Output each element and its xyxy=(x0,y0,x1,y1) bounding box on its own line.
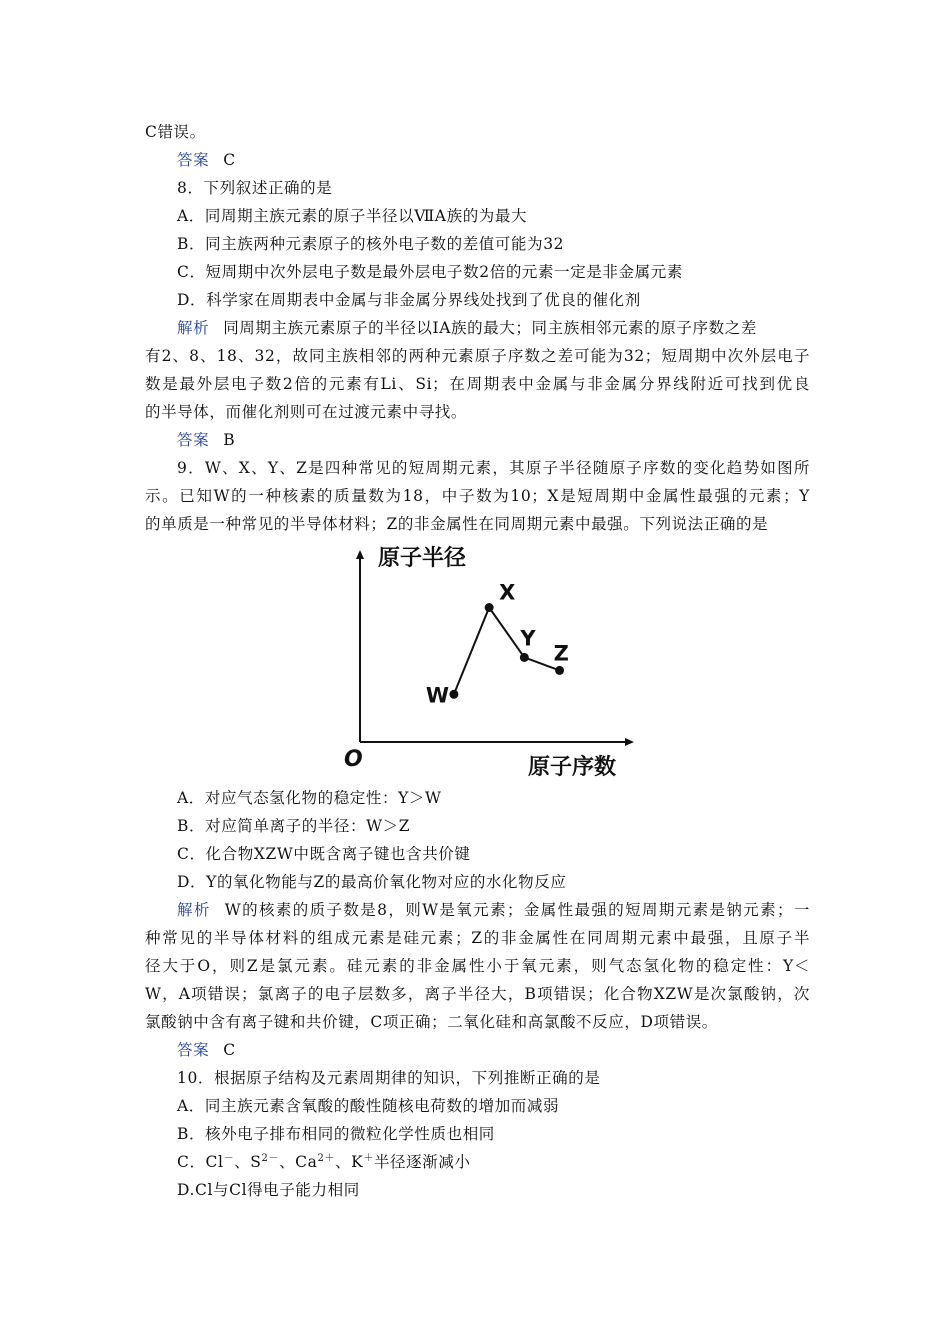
point-label-w: W xyxy=(425,683,450,708)
q10-option-b: B．核外电子排布相同的微粒化学性质也相同 xyxy=(177,1125,495,1143)
point-label-x: X xyxy=(499,580,516,605)
q8-analysis-line: 的半导体，而催化剂则可在过渡元素中寻找。 xyxy=(145,403,468,421)
answer-value: C xyxy=(223,151,236,169)
data-point-w xyxy=(449,690,458,699)
answer-line xyxy=(177,150,842,170)
point-label-z: Z xyxy=(553,641,569,666)
q8-option-c: C．短周期中次外层电子数是最外层电子数2倍的元素一定是非金属元素 xyxy=(177,263,683,281)
analysis-label: 解析 xyxy=(177,319,210,337)
answer-label: 答案 xyxy=(177,1041,210,1059)
answer-label: 答案 xyxy=(177,431,210,449)
q9-option-b: B．对应简单离子的半径：W＞Z xyxy=(177,817,411,835)
analysis-text: 同周期主族元素原子的半径以ⅠA族的最大；同主族相邻元素的原子序数之差 xyxy=(223,319,757,337)
q9-analysis-line xyxy=(177,900,810,920)
text-line: C错误。 xyxy=(145,123,206,141)
q10-option-d: D.Cl与Cl得电子能力相同 xyxy=(177,1181,360,1199)
q9-analysis-line: 径大于O，则Z是氯元素。硅元素的非金属性小于氧元素，则气态氢化物的稳定性：Y＜ xyxy=(145,957,810,975)
q8-analysis-line: 数是最外层电子数2倍的元素有Li、Si；在周期表中金属与非金属分界线附近可找到优良 xyxy=(145,375,810,393)
y-axis-label: 原子半径 xyxy=(378,546,467,571)
q9-option-a: A．对应气态氢化物的稳定性：Y＞W xyxy=(177,789,442,807)
q9-option-c: C．化合物XZW中既含离子键也含共价键 xyxy=(177,845,471,863)
q8-option-a: A．同周期主族元素的原子半径以ⅦA族的为最大 xyxy=(177,207,528,225)
question-9-stem: 的单质是一种常见的半导体材料；Z的非金属性在同周期元素中最强。下列说法正确的是 xyxy=(145,515,769,533)
q9-option-d: D．Y的氧化物能与Z的最高价氧化物对应的水化物反应 xyxy=(177,873,567,891)
question-8-stem: 8．下列叙述正确的是 xyxy=(177,179,333,197)
question-9-stem: 示。已知W的一种核素的质量数为18，中子数为10；X是短周期中金属性最强的元素；Y xyxy=(145,487,810,505)
q8-analysis-line xyxy=(177,318,810,338)
analysis-label: 解析 xyxy=(177,901,211,919)
q8-analysis-line: 有2、8、18、32，故同主族相邻的两种元素原子序数之差可能为32；短周期中次外层电子 xyxy=(145,347,810,365)
q10-option-c: C．Cl－、$S^{2-}$、$Ca^{2+}$、K＋半径逐渐减小 xyxy=(177,1153,471,1171)
answer-label: 答案 xyxy=(177,151,210,169)
q9-analysis-line: W，A项错误；氯离子的电子层数多，离子半径大，B项错误；化合物XZW是次氯酸钠，次 xyxy=(145,985,810,1003)
data-point-x xyxy=(485,603,494,612)
q9-analysis-line: 种常见的半导体材料的组成元素是硅元素；Z的非金属性在同周期元素中最强，且原子半 xyxy=(145,929,810,947)
question-10-stem: 10．根据原子结构及元素周期律的知识，下列推断正确的是 xyxy=(177,1069,601,1087)
answer-line xyxy=(177,1040,842,1060)
answer-line xyxy=(177,430,842,450)
origin-label: O xyxy=(344,747,363,772)
data-point-z xyxy=(555,666,564,675)
series-line xyxy=(454,608,560,695)
atomic-radius-chart xyxy=(330,540,650,790)
answer-value: C xyxy=(223,1041,236,1059)
q10-option-a: A．同主族元素含氧酸的酸性随核电荷数的增加而减弱 xyxy=(177,1097,560,1115)
q8-option-b: B．同主族两种元素原子的核外电子数的差值可能为32 xyxy=(177,235,565,253)
x-axis-label: 原子序数 xyxy=(528,755,617,780)
analysis-text: W的核素的质子数是8，则W是氧元素；金属性最强的短周期元素是钠元素；一 xyxy=(224,901,810,919)
points-layer xyxy=(426,581,569,708)
q9-analysis-line: 氯酸钠中含有离子键和共价键，C项正确；二氧化硅和高氯酸不反应，D项错误。 xyxy=(145,1013,718,1031)
data-point-y xyxy=(520,653,529,662)
question-9-stem: 9．W、X、Y、Z是四种常见的短周期元素，其原子半径随原子序数的变化趋势如图所 xyxy=(177,459,810,477)
answer-value: B xyxy=(223,431,236,449)
q8-option-d: D．科学家在周期表中金属与非金属分界线处找到了优良的催化剂 xyxy=(177,291,641,309)
point-label-y: Y xyxy=(520,626,536,651)
